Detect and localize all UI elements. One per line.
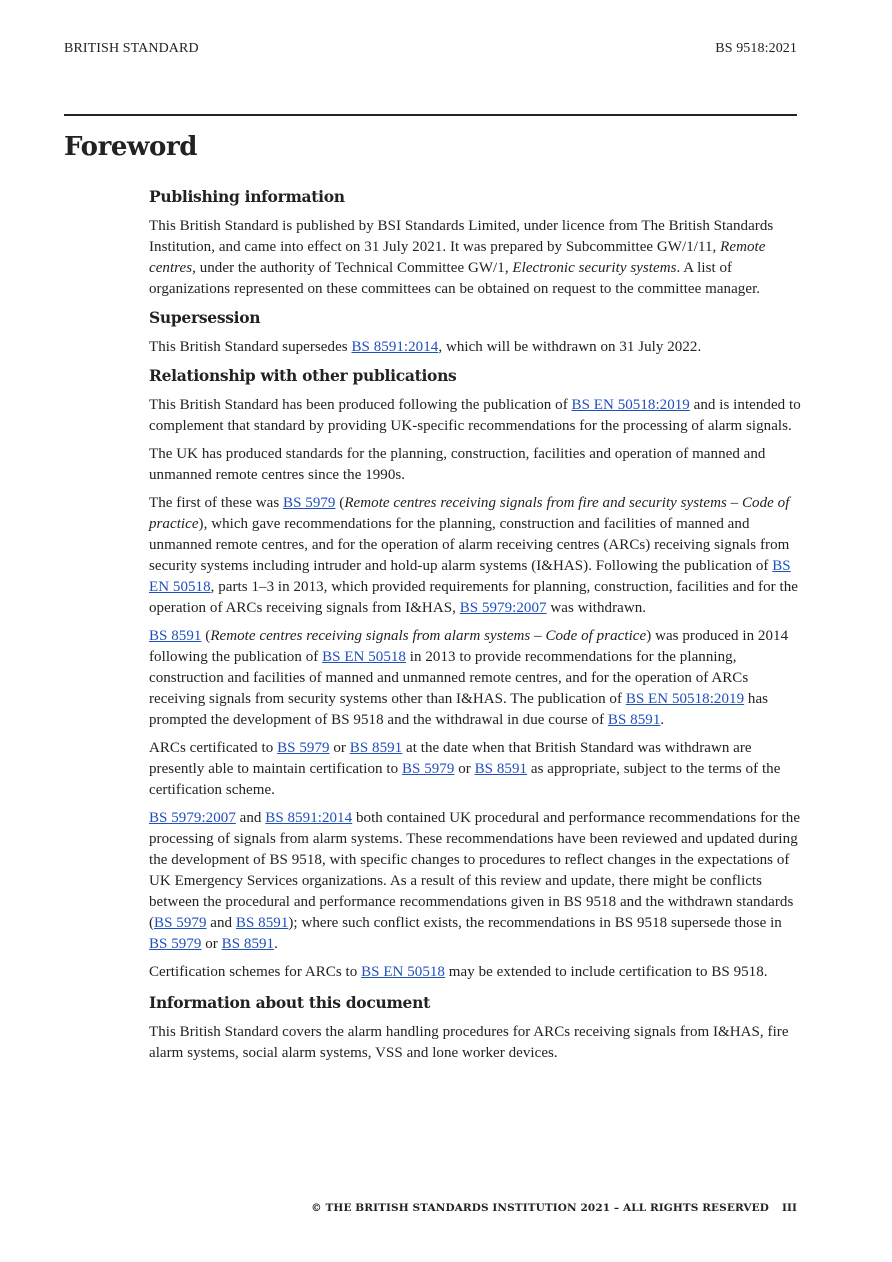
link-bs-5979[interactable]: BS 5979 <box>283 495 336 511</box>
paragraph-relationship-7: Certification schemes for ARCs to BS EN 50518 may be extended to include certification to BS 9518. <box>149 964 768 980</box>
paragraph-relationship-3: The first of these was BS 5979 (Remote centres receiving signals from fire and security systems – Code of practice), which gave recommendations for the planning, construction and facilities of manned and unmanned remote centres, and for the operation of alarm receiving centres (ARCs) receiving signals from security systems including intruder and hold-up alarm systems (I&HAS). Following the publication of BS EN 50518, parts 1–3 in 2013, which provided requirements for planning, construction, facilities and for the operation of ARCs receiving signals from I&HAS, BS 5979:2007 was withdrawn. <box>149 495 798 616</box>
link-bs-5979-2007[interactable]: BS 5979:2007 <box>149 810 236 826</box>
link-bs-en-50518[interactable]: BS EN 50518 <box>149 558 791 595</box>
link-bs-8591[interactable]: BS 8591 <box>221 936 275 952</box>
link-bs-8591[interactable]: BS 8591 <box>607 712 661 728</box>
paragraph-publishing: This British Standard is published by BSI Standards Limited, under licence from The British Standards Institution, and came into effect on 31 July 2021. It was prepared by Subcommittee GW/1/11, Remote centres, under the authority of Technical Committee GW/1, Electronic security systems. A list of organizations represented on these committees can be obtained on request to the committee manager. <box>149 218 774 297</box>
paragraph-information: This British Standard covers the alarm handling procedures for ARCs receiving signals from I&HAS, fire alarm systems, social alarm systems, VSS and lone worker devices. <box>149 1024 789 1061</box>
heading-relationship: Relationship with other publications <box>149 366 457 385</box>
footer-copyright: © THE BRITISH STANDARDS INSTITUTION 2021 – ALL RIGHTS RESERVED <box>311 1202 769 1214</box>
link-bs-8591-2014[interactable]: BS 8591:2014 <box>351 339 439 355</box>
paragraph-relationship-2: The UK has produced standards for the planning, construction, facilities and operation of manned and unmanned remote centres since the 1990s. <box>149 446 766 483</box>
heading-publishing-information: Publishing information <box>149 187 345 206</box>
header-left-label: BRITISH STANDARD <box>64 41 199 56</box>
paragraph-relationship-6: BS 5979:2007 and BS 8591:2014 both contained UK procedural and performance recommendations for the processing of signals from alarm systems. These recommendations have been reviewed and updated during the development of BS 9518, with specific changes to procedures to reflect changes in the expectations of UK Emergency Services organizations. As a result of this review and update, there might be conflicts between the procedural and performance recommendations given in BS 9518 and the withdrawn standards (BS 5979 and BS 8591); where such conflict exists, the recommendations in BS 9518 supersede those in BS 5979 or BS 8591. <box>149 810 801 952</box>
link-bs-5979[interactable]: BS 5979 <box>149 936 202 952</box>
link-bs-8591[interactable]: BS 8591 <box>474 761 528 777</box>
paragraph-relationship-1: This British Standard has been produced following the publication of BS EN 50518:2019 and is intended to complement that standard by providing UK-specific recommendations for the processing of alarm signals. <box>149 397 801 434</box>
header-rule <box>64 114 797 116</box>
link-bs-8591-2014[interactable]: BS 8591:2014 <box>265 810 353 826</box>
link-bs-en-50518[interactable]: BS EN 50518 <box>322 649 406 665</box>
paragraph-relationship-5: ARCs certificated to BS 5979 or BS 8591 at the date when that British Standard was withdrawn are presently able to maintain certification to BS 5979 or BS 8591 as appropriate, subject to the terms of the certification scheme. <box>149 740 781 798</box>
link-bs-en-50518-2019[interactable]: BS EN 50518:2019 <box>625 691 745 707</box>
heading-information-about-document: Information about this document <box>149 993 430 1012</box>
footer-page-number: III <box>781 1202 797 1214</box>
paragraph-supersession: This British Standard supersedes BS 8591:2014, which will be withdrawn on 31 July 2022. <box>149 339 702 355</box>
page-title: Foreword <box>64 132 198 162</box>
link-bs-5979-2007[interactable]: BS 5979:2007 <box>459 600 547 616</box>
link-bs-5979[interactable]: BS 5979 <box>401 761 455 777</box>
link-bs-5979[interactable]: BS 5979 <box>154 915 207 931</box>
link-bs-en-50518-2019[interactable]: BS EN 50518:2019 <box>571 397 690 413</box>
link-bs-8591[interactable]: BS 8591 <box>149 628 202 644</box>
paragraph-relationship-4: BS 8591 (Remote centres receiving signals from alarm systems – Code of practice) was produced in 2014 following the publication of BS EN 50518 in 2013 to provide recommendations for the planning, construction and facilities of manned and unmanned remote centres, and for the operation of ARCs receiving signals from security systems other than I&HAS. The publication of BS EN 50518:2019 has prompted the development of BS 9518 and the withdrawal in due course of BS 8591. <box>149 628 789 728</box>
foreword-body <box>149 186 801 1071</box>
page-header <box>64 41 797 57</box>
link-bs-5979[interactable]: BS 5979 <box>277 740 330 756</box>
header-document-number: BS 9518:2021 <box>715 41 797 56</box>
heading-supersession: Supersession <box>149 308 261 327</box>
link-bs-8591[interactable]: BS 8591 <box>235 915 289 931</box>
link-bs-en-50518[interactable]: BS EN 50518 <box>361 964 445 980</box>
page-footer <box>311 1202 797 1214</box>
link-bs-8591[interactable]: BS 8591 <box>349 740 403 756</box>
